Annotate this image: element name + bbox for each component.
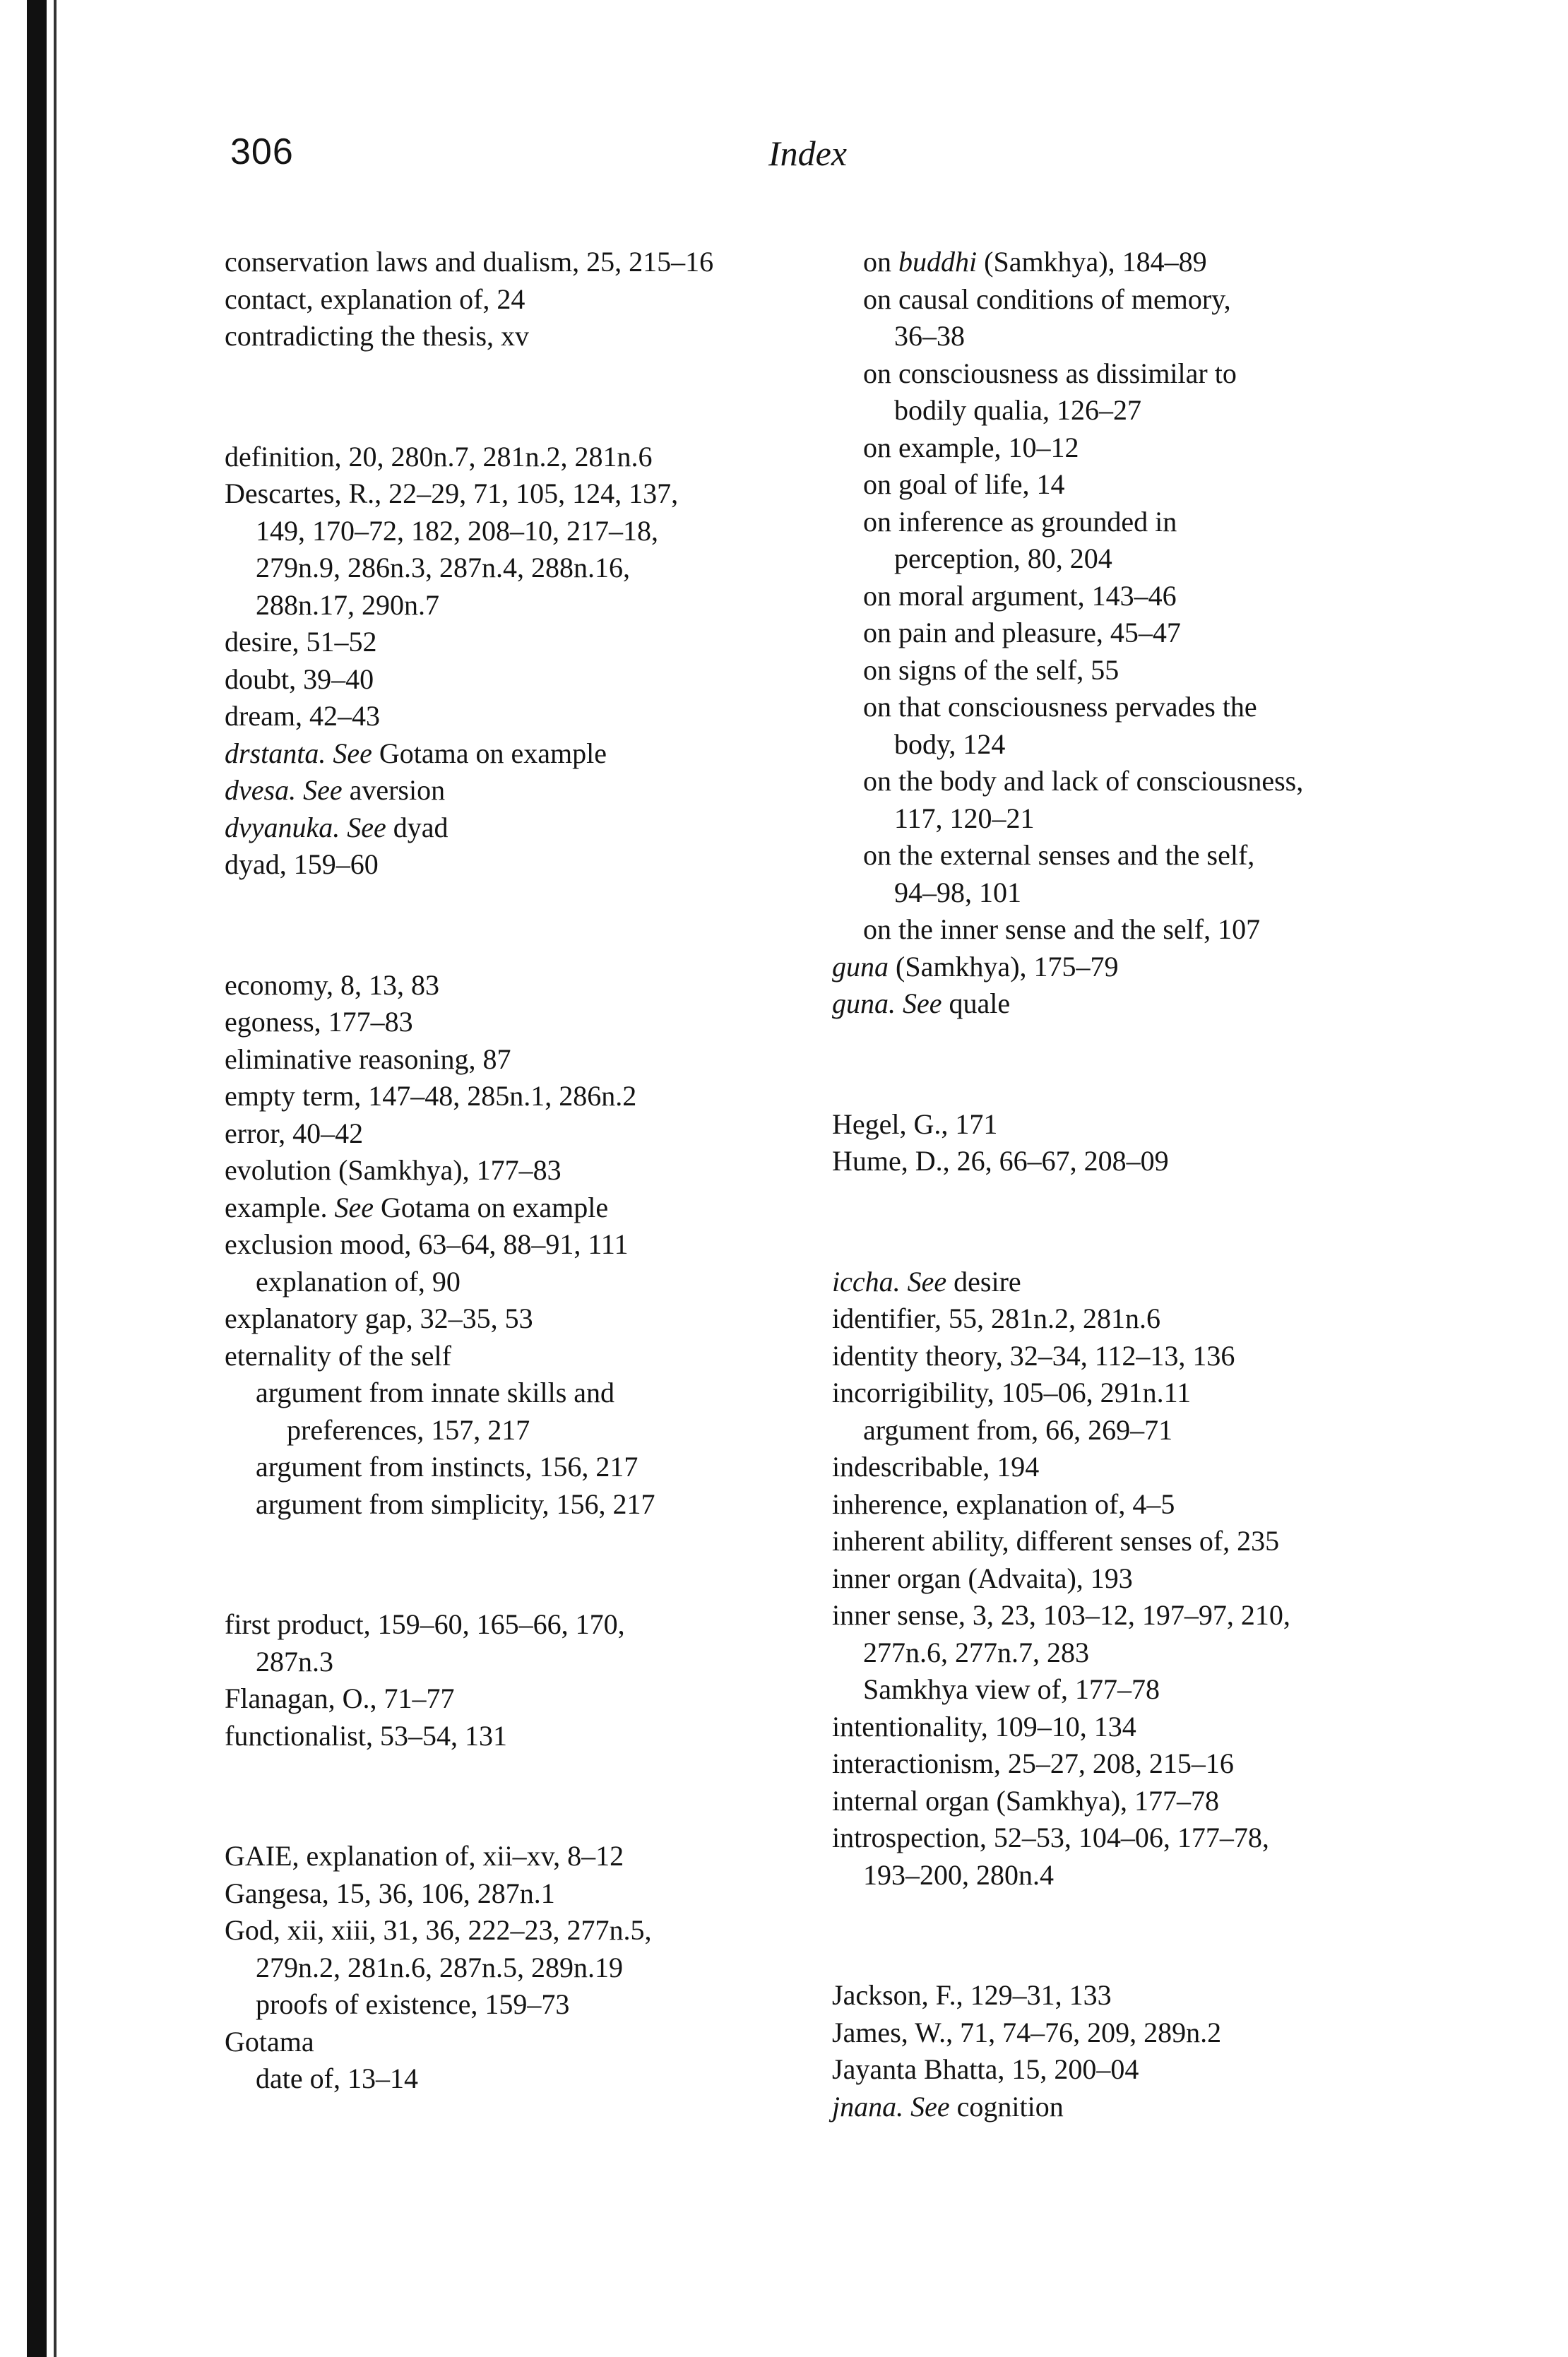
index-subentry: argument from instincts, 156, 217 [256, 1451, 639, 1483]
index-subentry: argument from, 66, 269–71 [863, 1413, 1173, 1446]
index-entry: definition, 20, 280n.7, 281n.2, 281n.6 [225, 440, 653, 473]
index-subentry: on moral argument, 143–46 [863, 579, 1177, 612]
index-entry: Hume, D., 26, 66–67, 208–09 [832, 1145, 1169, 1177]
index-entry-continuation: 279n.2, 281n.6, 287n.5, 289n.19 [256, 1951, 623, 1983]
index-subentry: on that consciousness pervades the [863, 691, 1257, 723]
index-entry: guna (Samkhya), 175–79 [832, 950, 1119, 982]
index-group-j [832, 1977, 1432, 2125]
index-entry: Jayanta Bhatta, 15, 200–04 [832, 2053, 1139, 2085]
index-subentry: proofs of existence, 159–73 [256, 1988, 570, 2020]
index-entry-cross-reference: dvyanuka. See dyad [225, 811, 449, 843]
index-entry: identity theory, 32–34, 112–13, 136 [832, 1339, 1235, 1372]
index-entry: Gotama [225, 2025, 314, 2058]
group-spacer [225, 355, 832, 439]
index-entry: egoness, 177–83 [225, 1006, 413, 1038]
index-entry-continuation: 117, 120–21 [894, 802, 1035, 834]
book-binding-edge [27, 0, 47, 2357]
index-group-d [225, 439, 832, 884]
index-subentry: argument from innate skills and [256, 1377, 615, 1408]
index-entry: inner sense, 3, 23, 103–12, 197–97, 210, [832, 1599, 1290, 1631]
running-head: Index [768, 133, 848, 173]
index-entry: eternality of the self [225, 1339, 451, 1372]
book-binding-line [54, 0, 57, 2357]
index-entry-cross-reference: jnana. See cognition [832, 2090, 1064, 2123]
index-entry-continuation: 193–200, 280n.4 [863, 1858, 1054, 1891]
index-entry: dream, 42–43 [225, 700, 380, 732]
index-entry-continuation: 277n.6, 277n.7, 283 [863, 1636, 1089, 1668]
group-spacer [225, 1755, 832, 1838]
index-entry: desire, 51–52 [225, 626, 377, 658]
index-entry-continuation: 36–38 [894, 320, 965, 352]
index-entry: introspection, 52–53, 104–06, 177–78, [832, 1822, 1269, 1853]
index-entry: functionalist, 53–54, 131 [225, 1719, 507, 1752]
group-spacer [225, 1523, 832, 1606]
index-entry-cross-reference: iccha. See desire [832, 1265, 1021, 1298]
index-group-gotama-continued [832, 244, 1432, 1023]
index-subentry: Samkhya view of, 177–78 [863, 1673, 1160, 1705]
index-entry: first product, 159–60, 165–66, 170, [225, 1608, 625, 1640]
index-entry-continuation: body, 124 [894, 728, 1006, 760]
index-entry: doubt, 39–40 [225, 663, 374, 695]
index-group-e [225, 967, 832, 1524]
index-entry-continuation: 288n.17, 290n.7 [256, 588, 439, 621]
index-entry-continuation: 287n.3 [256, 1645, 333, 1678]
index-group-c [225, 244, 832, 355]
index-entry: identifier, 55, 281n.2, 281n.6 [832, 1302, 1160, 1334]
index-subentry: on the inner sense and the self, 107 [863, 913, 1261, 945]
page-number: 306 [230, 131, 294, 172]
index-subentry: on the external senses and the self, [863, 839, 1255, 871]
index-group-f [225, 1606, 832, 1755]
index-subentry: on inference as grounded in [863, 505, 1177, 538]
index-entry: God, xii, xiii, 31, 36, 222–23, 277n.5, [225, 1914, 652, 1946]
index-entry-continuation: bodily qualia, 126–27 [894, 394, 1141, 426]
index-entry-cross-reference: example. See Gotama on example [225, 1191, 609, 1223]
index-subentry: on example, 10–12 [863, 431, 1079, 463]
index-entry: evolution (Samkhya), 177–83 [225, 1154, 562, 1186]
index-entry: dyad, 159–60 [225, 848, 379, 880]
index-entry: Gangesa, 15, 36, 106, 287n.1 [225, 1877, 555, 1909]
index-entry-cross-reference: drstanta. See Gotama on example [225, 737, 607, 769]
group-spacer [832, 1894, 1432, 1977]
index-subentry: on pain and pleasure, 45–47 [863, 617, 1181, 648]
index-entry: Hegel, G., 171 [832, 1108, 998, 1140]
index-entry: internal organ (Samkhya), 177–78 [832, 1784, 1220, 1817]
group-spacer [832, 1023, 1432, 1106]
index-entry: contact, explanation of, 24 [225, 283, 525, 315]
index-subentry: argument from simplicity, 156, 217 [256, 1488, 655, 1520]
index-subentry: explanation of, 90 [256, 1265, 461, 1298]
index-entry: inner organ (Advaita), 193 [832, 1562, 1133, 1594]
index-subentry: on causal conditions of memory, [863, 283, 1231, 315]
index-entry: explanatory gap, 32–35, 53 [225, 1302, 533, 1334]
index-entry: inherent ability, different senses of, 235 [832, 1525, 1280, 1557]
index-entry: contradicting the thesis, xv [225, 320, 530, 352]
index-entry: error, 40–42 [225, 1117, 364, 1149]
index-entry: Jackson, F., 129–31, 133 [832, 1979, 1112, 2011]
index-entry: conservation laws and dualism, 25, 215–16 [225, 246, 714, 278]
index-entry: economy, 8, 13, 83 [225, 968, 440, 1001]
index-subentry: on the body and lack of consciousness, [863, 765, 1304, 797]
index-entry: exclusion mood, 63–64, 88–91, 111 [225, 1228, 629, 1260]
index-entry-continuation: perception, 80, 204 [894, 542, 1112, 574]
index-entry: intentionality, 109–10, 134 [832, 1710, 1136, 1742]
index-entry: empty term, 147–48, 285n.1, 286n.2 [225, 1080, 637, 1112]
index-group-g [225, 1838, 832, 2098]
index-entry: GAIE, explanation of, xii–xv, 8–12 [225, 1840, 624, 1872]
index-entry: Descartes, R., 22–29, 71, 105, 124, 137, [225, 477, 679, 509]
index-entry-continuation: 149, 170–72, 182, 208–10, 217–18, [256, 514, 658, 547]
index-entry-continuation: 94–98, 101 [894, 876, 1021, 908]
group-spacer [225, 884, 832, 967]
index-group-h [832, 1106, 1432, 1180]
index-subentry: on signs of the self, 55 [863, 653, 1119, 686]
index-entry: eliminative reasoning, 87 [225, 1043, 511, 1075]
index-entry: interactionism, 25–27, 208, 215–16 [832, 1747, 1234, 1779]
index-subentry: on goal of life, 14 [863, 468, 1065, 500]
index-column-left [225, 244, 832, 2098]
index-group-i [832, 1264, 1432, 1894]
index-subentry: on consciousness as dissimilar to [863, 357, 1237, 389]
group-spacer [832, 1180, 1432, 1264]
index-entry: indescribable, 194 [832, 1451, 1040, 1483]
index-subentry: date of, 13–14 [256, 2062, 418, 2094]
index-entry: James, W., 71, 74–76, 209, 289n.2 [832, 2016, 1222, 2048]
index-entry: Flanagan, O., 71–77 [225, 1682, 455, 1714]
index-entry-continuation: 279n.9, 286n.3, 287n.4, 288n.16, [256, 552, 630, 583]
index-entry-cross-reference: dvesa. See aversion [225, 774, 446, 806]
index-entry-continuation: preferences, 157, 217 [287, 1413, 530, 1446]
index-subentry: on buddhi (Samkhya), 184–89 [863, 246, 1207, 278]
index-entry: incorrigibility, 105–06, 291n.11 [832, 1377, 1192, 1408]
index-entry: inherence, explanation of, 4–5 [832, 1488, 1175, 1520]
index-entry-cross-reference: guna. See quale [832, 987, 1011, 1019]
index-column-right [832, 244, 1432, 2125]
